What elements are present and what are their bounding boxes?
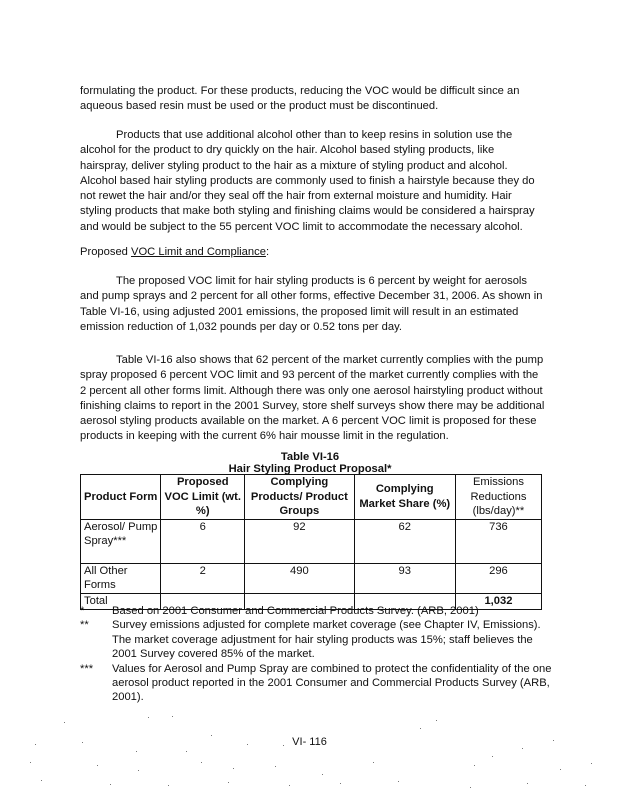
hair-styling-proposal-table: [80, 474, 542, 610]
section-heading: [80, 245, 269, 259]
header-market-share: Complying Market Share (%): [354, 475, 455, 520]
header-emission-reductions: Emissions Reductions (lbs/day)**: [455, 475, 541, 520]
footnote: [80, 604, 555, 618]
cell-emission-reductions: 736: [455, 519, 541, 563]
table-title: Hair Styling Product Proposal*: [228, 463, 392, 475]
header-voc-limit: Proposed VOC Limit (wt. %): [161, 475, 245, 520]
cell-total-label: Total: [81, 593, 161, 609]
cell-emission-reductions: 296: [455, 563, 541, 593]
cell-product-form: Aerosol/ Pump Spray***: [81, 519, 161, 563]
header-complying-products: Complying Products/ Product Groups: [245, 475, 355, 520]
cell-voc-limit: 2: [161, 563, 245, 593]
footnote-mark: *: [80, 605, 85, 617]
cell-complying-products: 490: [245, 563, 355, 593]
footnote-text: Values for Aerosol and Pump Spray are combined to protect the confidentiality of the one aerosol product reported in the 2001 Consumer and Commercial Products Survey (ARB, 2001).: [112, 662, 552, 704]
table-row: [81, 519, 542, 563]
footnotes: [80, 604, 555, 705]
footnote: [80, 662, 555, 705]
paragraph-intro: formulating the product. For these products, reducing the VOC would be difficult since an aqueous based resin must be used or the product must be discontinued.: [80, 85, 520, 113]
heading-underlined: VOC Limit and Compliance: [131, 246, 266, 258]
cell-voc-limit: 6: [161, 519, 245, 563]
footnote-text: Based on 2001 Consumer and Commercial Products Survey. (ARB, 2001): [112, 605, 479, 617]
cell-product-form: All Other Forms: [81, 563, 161, 593]
table-header-row: [81, 475, 542, 520]
paragraph-compliance: Table VI-16 also shows that 62 percent of the market currently complies with the pump spray proposed 6 percent VOC limit and 93 percent of the market currently complies with the 2 percent all other forms limit. Although there was only one aerosol hairstyling product without finishing claims to report in the 2001 Survey, store shelf surveys show there may be additional aerosol styling products available on the market. A 6 percent VOC limit is proposed for these products in keeping with the current 6% hair mousse limit in the regulation.: [80, 354, 545, 443]
cell-complying-products: 92: [245, 519, 355, 563]
paragraph-alcohol-products: Products that use additional alcohol other than to keep resins in solution use the alcohol for the product to dry quickly on the hair. Alcohol based styling products, like hairspray, deliver styling product to the hair as a mixture of styling product and alcohol. Alcohol based hair styling products are commonly used to finish a hairstyle because they do not rewet the hair and/or they seal off the hair from external moisture and humidity. Hair styling products that make both styling and finishing claims would be considered a hairspray and would be subject to the 55 percent VOC limit to accommodate the necessary alcohol.: [80, 129, 535, 233]
footnote-mark: **: [80, 619, 89, 632]
cell-total-reductions: 1,032: [455, 593, 541, 609]
heading-prefix: Proposed: [80, 246, 131, 258]
paragraph-proposed-limit: The proposed VOC limit for hair styling products is 6 percent by weight for aerosols and pump sprays and 2 percent for all other forms, effective December 31, 2006. As shown in Table VI-16, using adjusted 2001 emissions, the proposed limit will result in an estimated emission reduction of 1,032 pounds per day or 0.52 tons per day.: [80, 275, 543, 333]
header-product-form: Product Form: [81, 475, 161, 520]
footnote-text: Survey emissions adjusted for complete market coverage (see Chapter IV, Emissions). The market coverage adjustment for hair styling products was 15%; staff believes the 2001 Survey covered 85% of the market.: [112, 619, 541, 661]
table-row: [81, 563, 542, 593]
table-number: Table VI-16: [280, 451, 340, 463]
cell-market-share: 62: [354, 519, 455, 563]
footnote: [80, 618, 555, 661]
heading-suffix: :: [265, 246, 270, 258]
page-number: VI- 116: [292, 736, 327, 748]
cell-market-share: 93: [354, 563, 455, 593]
footnote-mark: ***: [80, 662, 94, 675]
